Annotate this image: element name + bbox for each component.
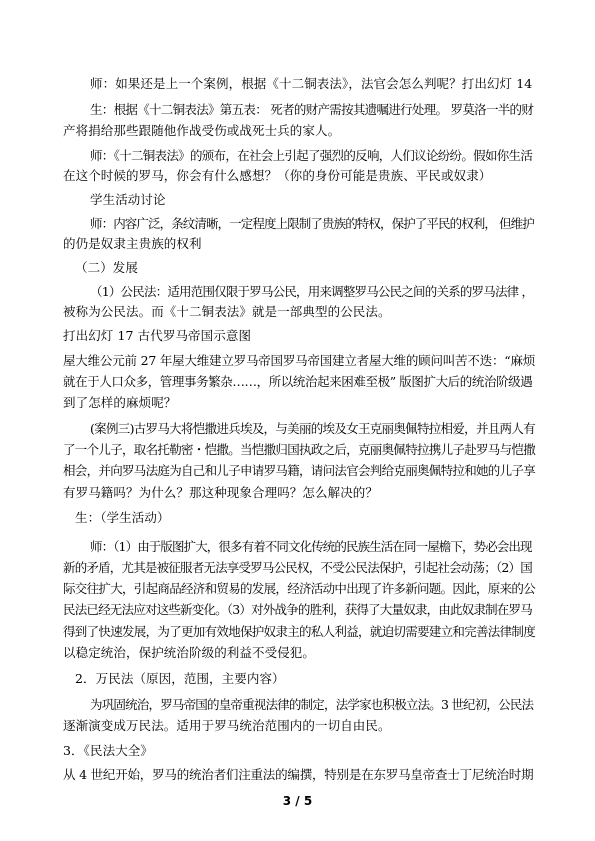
text-line: 了一个儿子，取名托勒密・恺撒。当恺撒归国执政之后，克丽奥佩特拉携儿子赴罗马与恺撒 <box>63 442 536 457</box>
text-line: 3．《民法大全》 <box>63 743 154 758</box>
text-line: 的仍是奴隶主贵族的权利 <box>63 236 202 251</box>
text-line: 际交往扩大，引起商品经济和贸易的发展，经济活动中出现了许多新问题。因此，原来的公 <box>63 581 536 596</box>
text-line: 被称为公民法。而《十二铜表法》就是一部典型的公民法。 <box>63 304 391 319</box>
text-line: 师：内容广泛，条纹清晰，一定程度上限制了贵族的特权，保护了平民的权利， 但维护 <box>90 216 534 231</box>
text-line: 屋大维公元前 27 年屋大维建立罗马帝国罗马帝国建立者屋大维的顾问叫苦不迭：“麻烦 <box>63 353 536 368</box>
text-line: 以稳定统治，保护统治阶级的利益不受侵犯。 <box>63 645 316 660</box>
text-line: 到了怎样的麻烦呢？ <box>63 395 177 410</box>
text-line: （1）公民法：适用范围仅限于罗马公民，用来调整罗马公民之间的关系的罗马法律 ， <box>90 284 534 299</box>
text-line: （二）发展 <box>75 260 139 275</box>
text-line: 有罗马籍吗？为什么？那这种现象合理吗？怎么解决的？ <box>63 485 379 500</box>
text-line: 学生活动讨论 <box>90 192 166 207</box>
text-line: (案例三)古罗马大将恺撒进兵埃及，与美丽的埃及女王克丽奥佩特拉相爱，并且两人有 <box>90 421 535 436</box>
text-line: 生：根据《十二铜表法》第五表： 死者的财产需按其遗嘱进行处理。 罗莫洛一半的财 <box>90 102 534 117</box>
text-line: 逐渐演变成万民法。适用于罗马统治范围内的一切自由民。 <box>63 718 391 733</box>
text-line: 就在于人口众多，管理事务繁杂……，所以统治起来困难至极” 版图扩大后的统治阶级遇 <box>63 374 533 389</box>
text-line: 打出幻灯 17 古代罗马帝国示意图 <box>63 328 252 343</box>
text-line: 师：如果还是上一个案例，根据《十二铜表法》，法官会怎么判呢？打出幻灯 14 <box>90 76 533 91</box>
text-line: 生：（学生活动） <box>75 510 170 525</box>
text-line: 新的矛盾，尤其是被征服者无法享受罗马公民权，不受公民法保护，引起社会动荡；（2）国 <box>63 560 532 575</box>
text-line: 得到了快速发展，为了更加有效地保护奴隶主的私人利益，就迫切需要建立和完善法律制度 <box>63 624 536 639</box>
text-line: 在这个时候的罗马，你会有什么感想？（你的身份可能是贵族、平民或奴隶） <box>63 168 492 183</box>
text-line: 2．万民法（原因，范围，主要内容） <box>75 671 285 686</box>
text-line: 师：《十二铜表法》的颁布，在社会上引起了强烈的反响，人们议论纷纷。假如你生活 <box>90 148 533 163</box>
text-line: 从 4 世纪开始，罗马的统治者们注重法的编撰，特别是在东罗马皇帝查士丁尼统治时期 <box>63 767 534 782</box>
text-line: 产将捐给那些跟随他作战受伤或战死士兵的家人。 <box>63 123 341 138</box>
text-line: 相会，并向罗马法庭为自己和儿子申请罗马籍，请问法官会判给克丽奥佩特拉和她的儿子享 <box>63 463 536 478</box>
page-number: 3 / 5 <box>282 794 313 808</box>
text-line: 师：（1）由于版图扩大，很多有着不同文化传统的民族生活在同一屋檐下，势必会出现 <box>90 539 532 554</box>
text-line: 民法已经无法应对这些新变化。（3）对外战争的胜利，获得了大量奴隶，由此奴隶制在罗马 <box>63 602 532 617</box>
text-line: 为巩固统治，罗马帝国的皇帝重视法律的制定，法学家也积极立法。3 世纪初，公民法 <box>90 697 534 712</box>
